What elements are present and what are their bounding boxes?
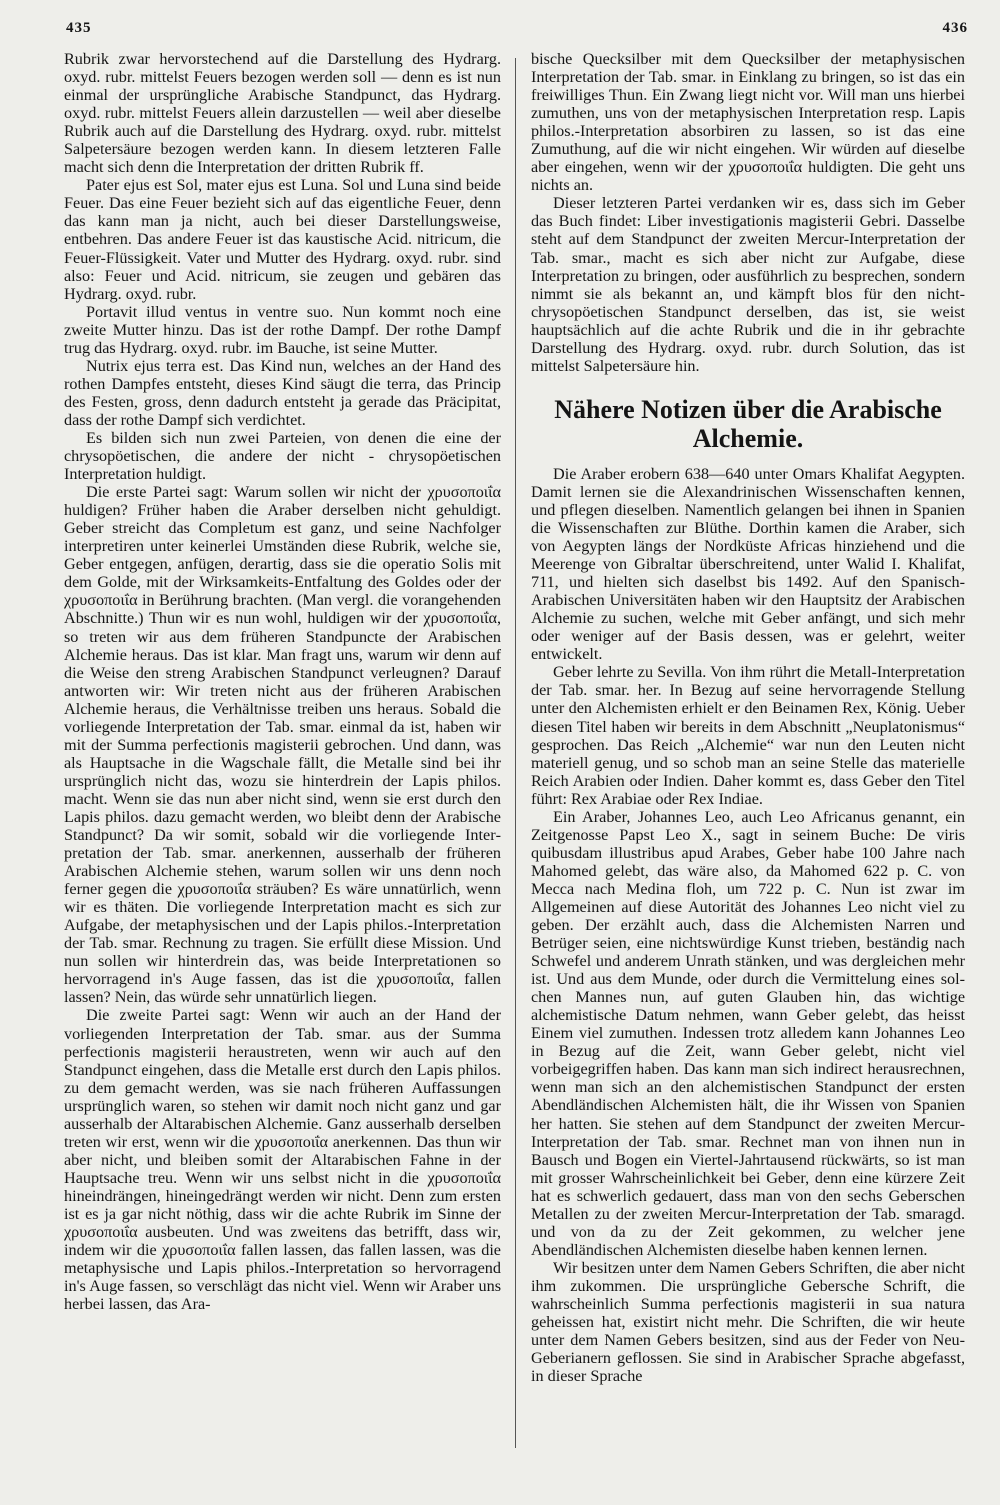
page-number-left: 435 xyxy=(66,20,92,36)
paragraph: Wir besitzen unter dem Namen Gebers Schriften, die aber nicht ihm zukommen. Die ursprüngliche Gebersche Schrift, die wahrscheinlich Summa perfectionis magisterii in sua natura geheissen hat, existirt nicht mehr. Die Schriften, die wir heute unter dem Namen Gebers besitzen, sind aus der Feder von Neu-Geberianern geflossen. Sie sind in Arabischer Sprache abgefasst, in dieser Sprache xyxy=(531,1258,965,1386)
right-column xyxy=(531,50,965,1385)
paragraph: Die Araber erobern 638—640 unter Omars Khalifat Aegypten. Damit lernen sie die Alexandrinischen Wissenschaften kennen, und pflegen dieselben. Namentlich gelangen bei ihnen in Spanien die Wissenschaften zur Blüthe. Dorthin kamen die Araber, sich von Aegypten längs der Nordküste Africas hinziehend und die Meerenge von Gibraltar überschreitend, unter Walid I. Khalifat, 711, und hielten sich daselbst bis 1492. Auf den Spanisch-Arabischen Universitäten haben wir den Hauptsitz der Arabischen Alchemie zu suchen, welche mit Geber anfängt, und sich mehr oder weniger auf der Basis dessen, was er gelehrt, weiter entwickelt. xyxy=(531,464,965,664)
paragraph: Dieser letzteren Partei verdanken wir es, dass sich im Geber das Buch findet: Liber investigationis magisterii Gebri. Dasselbe steht auf dem Standpunct der zweiten Mercur-Interpretation der Tab. smar., macht es sich aber nicht zur Aufgabe, diese Interpretation zu bringen, oder ausführlich zu besprechen, sondern nimmt sie als bekannt an, und kämpft blos für den nicht-chrysopöetischen Standpunct derselben, das ist, sie weist hauptsächlich auf die achte Rubrik und die in ihr gebrachte Darstellung des Hydrarg. oxyd. rubr. durch Solution, das ist mittelst Salpetersäure hin. xyxy=(531,194,965,375)
column-divider xyxy=(515,58,516,1448)
paragraph: Nutrix ejus terra est. Das Kind nun, welches an der Hand des rothen Dampfes entsteht, dieses Kind säugt die terra, das Princip des Festen, gross, denn dadurch entsteht ja gerade das Präcipitat, dass der rothe Dampf sich verdichtet. xyxy=(64,356,501,429)
page-number-right: 436 xyxy=(942,20,968,36)
paragraph: Die erste Partei sagt: Warum sollen wir nicht der χρυσοποιΐα huldigen? Früher haben die Araber derselben nicht gehuldigt. Geber streicht das Completum est ganz, und seine Nachfolger interpretiren unter keinerlei Umständen diese Rubrik, welche sie, Geber entgegen, anfügen, derartig, dass sie die operatio Solis mit dem Golde, mit der Wirksamkeits-Entfaltung des Goldes oder der χρυσοποιΐα in Berührung brachten. (Man vergl. die vorangehenden Abschnitte.) Thun wir es nun wohl, huldigen wir der χρυσοποιΐα, so treten wir aus dem früheren Standpuncte der Arabischen Alchemie heraus. Das ist klar. Man fragt uns, warum wir denn auf die Weise den streng Arabischen Standpunct verleugnen? Darauf antworten wir: Wir treten nicht aus der früheren Arabischen Alchemie heraus, die Verhältnisse treiben uns heraus. Sobald die vorliegende Interpretation der Tab. smar. einmal da ist, haben wir mit der Summa perfectionis magisterii gebrochen. Und dann, was als Hauptsache in die Wagschale fällt, die Metalle sind bei ihr ursprünglich nicht das, wozu sie hinterdrein der Lapis philos. macht. Wenn sie das nun aber nicht sind, wenn sie erst durch den Lapis philos. dazu gemacht werden, wo bleibt denn der Arabische Standpunct? Da wir somit, sobald wir die vorliegende Interpretation der Tab. smar. anerkennen, ausserhalb der früheren Arabischen Alchemie stehen, warum sollen wir uns denn noch ferner gegen die χρυσοποιΐα sträuben? Es wäre unnatürlich, wenn wir es thäten. Die vorliegende Interpretation macht es sich zur Aufgabe, der metaphysischen und der Lapis philos.-Interpretation der Tab. smar. Rechnung zu tragen. Sie erfüllt diese Mission. Und nun sollen wir hinterdrein das, was beide Interpretationen so hervorragend in's Auge fassen, das ist die χρυσοποιΐα, fallen lassen? Nein, das würde sehr unnatürlich liegen. xyxy=(64,483,501,1007)
paragraph: Ein Araber, Johannes Leo, auch Leo Africanus genannt, ein Zeitgenosse Papst Leo X., sagt in seinem Buche: De viris quibusdam illustribus apud Arabes, Geber habe 100 Jahre nach Mahomed gelebt, das wäre also, da Mahomed 622 p. C. von Mecca nach Medina floh, um 722 p. C. Nun ist zwar im Allgemeinen auf diese Autorität des Johannes Leo nicht viel zu geben. Der erzählt auch, dass die Alchemisten Narren und Betrüger seien, eine nichtswürdige Kunst trieben, beständig nach Schwefel und anderem Unrath stänken, und was dergleichen mehr ist. Und aus dem Munde, oder durch die Vermittelung eines solchen Mannes nun, auf guten Glauben hin, das wichtige alchemistische Datum nehmen, wann Geber gelebt, das heisst Einem viel zumuthen. Indessen trotz alledem kann Johannes Leo in Bezug auf die Zeit, wann Geber gelebt, nicht viel vorbeigegriffen haben. Das kann man sich indirect herausrechnen, wenn man sich an den alchemistischen Standpunct der ersten Abendländischen Alchemisten hält, die ihr Wissen von Spanien her hatten. Sie stehen auf dem Standpunct der zweiten Mercur-Interpretation der Tab. smar. Rechnet man von ihnen nun in Bausch und Bogen ein Viertel-Jahrtausend rückwärts, so ist man mit grosser Wahrscheinlichkeit bei Geber, denn eine kürzere Zeit hat es schwerlich gedauert, dass man von den sechs Geberschen Metallen zu der zweiten Mercur-Interpretation der Tab. smaragd. und von da zu der Zeit gekommen, zu welcher jene Abendländischen Alchemisten dieselbe haben kennen lernen. xyxy=(531,807,965,1259)
section-heading: Nähere Notizen über die Arabische Alchemie. xyxy=(554,394,942,453)
paragraph: Rubrik zwar hervorstechend auf die Darstellung des Hydrarg. oxyd. rubr. mittelst Feuers bezogen werden soll — denn es ist nun einmal der ursprüngliche Arabische Standpunct, das Hydrarg. oxyd. rubr. mittelst Feuers allein darzustellen — weil aber dieselbe Rubrik auch auf die Darstellung des Hydrarg. oxyd. rubr. mittelst Salpetersäure bezogen werden kann. In diesem letzteren Falle macht sich denn die Interpretation der dritten Rubrik ff. xyxy=(64,50,501,177)
paragraph: bische Quecksilber mit dem Quecksilber der metaphysischen Interpretation der Tab. smar. in Einklang zu bringen, so ist das ein freiwilliges Thun. Ein Zwang liegt nicht vor. Will man uns hierbei zumuthen, uns von der metaphysischen Interpretation resp. Lapis philos.-Interpretation absorbiren zu lassen, so ist das eine Zumuthung, auf die wir nicht eingehen. Wir würden auf dieselbe aber eingehen, wenn wir der χρυσοποιΐα huldigten. Die geht uns nichts an. xyxy=(531,50,965,195)
paragraph: Geber lehrte zu Sevilla. Von ihm rührt die Metall-Interpretation der Tab. smar. her. In Bezug auf seine hervorragende Stellung unter den Alchemisten erhielt er den Beinamen Rex, König. Ueber diesen Titel haben wir bereits in dem Abschnitt „Neuplatonismus“ gesprochen. Das Reich „Alchemie“ war nun den Leuten nicht materiell genug, und so schob man an seine Stelle das materielle Reich Arabien oder Indien. Daher kommt es, dass Geber den Titel führt: Rex Arabiae oder Rex Indiae. xyxy=(531,663,965,808)
left-column xyxy=(64,50,501,1313)
paragraph: Portavit illud ventus in ventre suo. Nun kommt noch eine zweite Mutter hinzu. Das ist der rothe Dampf. Der rothe Dampf trug das Hydrarg. oxyd. rubr. im Bauche, ist seine Mutter. xyxy=(64,302,501,357)
paragraph: Die zweite Partei sagt: Wenn wir auch an der Hand der vorliegenden Interpretation der Tab. smar. aus der Summa perfectionis magisterii heraustreten, wenn wir auch auf den Standpunct eingehen, dass die Metalle erst durch den Lapis philos. zu dem gemacht werden, was sie nach früheren Auffassungen ursprünglich waren, so stehen wir damit noch nicht ganz und gar ausserhalb der Altarabischen Alchemie. Ganz ausserhalb derselben treten wir erst, wenn wir die χρυσοποιΐα anerkennen. Das thun wir aber nicht, und bleiben somit der Altarabischen Fahne in der Hauptsache treu. Wenn wir uns selbst nicht in die χρυσοποιΐα hineindrängen, hineingedrängt werden wir nicht. Denn zum ersten ist es ja gar nicht nöthig, dass wir die achte Rubrik im Sinne der χρυσοποιΐα ausbeuten. Und was zweitens das betrifft, dass wir, indem wir die χρυσοποιΐα fallen lassen, das fallen lassen, was die metaphysische und Lapis philos.-Interpretation so hervorragend in's Auge fassen, so verschlägt das nicht viel. Wenn wir Araber uns herbei lassen, das Ara- xyxy=(64,1006,501,1314)
paragraph: Pater ejus est Sol, mater ejus est Luna. Sol und Luna sind beide Feuer. Das eine Feuer bezieht sich auf das eigentliche Feuer, denn das kann man ja nicht, auch bei dieser Darstellungsweise, entbehren. Das andere Feuer ist das kaustische Acid. nitricum, die Feuer-Flüssigkeit. Vater und Mutter des Hydrarg. oxyd. rubr. sind also: Feuer und Acid. nitricum, sie zeugen und gebären das Hydrarg. oxyd. rubr. xyxy=(64,176,501,303)
paragraph: Es bilden sich nun zwei Parteien, von denen die eine der chrysopöetischen, die andere der nicht - chrysopöetischen Interpretation huldigt. xyxy=(64,428,501,484)
